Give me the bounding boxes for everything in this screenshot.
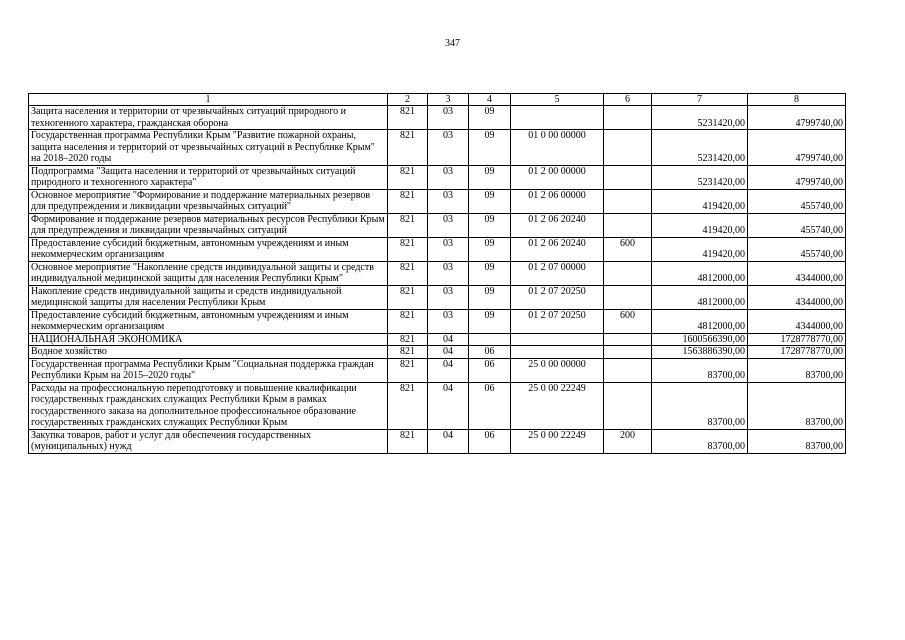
row-amount-year2-cell: 1728778770,00 [748,333,846,346]
row-target-article-cell: 01 2 06 20240 [511,237,604,261]
row-amount-year2-cell: 4344000,00 [748,285,846,309]
row-amount-year2-cell: 83700,00 [748,382,846,429]
table-row [29,189,846,213]
row-expense-type-cell: 200 [604,429,652,453]
row-amount-year1-cell: 83700,00 [652,358,748,382]
row-expense-type-cell [604,165,652,189]
row-name-cell: Основное мероприятие "Формирование и поддержание материальных резервов для предупреждения и ликвидации чрезвычайных ситуаций" [29,189,388,213]
row-name-cell: Формирование и поддержание резервов материальных ресурсов Республики Крым для предупреждения и ликвидации чрезвычайных ситуаций [29,213,388,237]
row-amount-year2-cell: 455740,00 [748,237,846,261]
row-name-cell: Закупка товаров, работ и услуг для обеспечения государственных (муниципальных) нужд [29,429,388,453]
row-subsection-cell: 06 [469,358,511,382]
row-target-article-cell: 25 0 00 22249 [511,429,604,453]
row-section-cell: 03 [428,213,469,237]
row-section-cell: 03 [428,106,469,130]
row-amount-year2-cell: 83700,00 [748,429,846,453]
row-section-cell: 04 [428,346,469,359]
row-expense-type-cell [604,261,652,285]
row-amount-year2-cell: 1728778770,00 [748,346,846,359]
row-expense-type-cell [604,333,652,346]
row-amount-year1-cell: 419420,00 [652,237,748,261]
row-subsection-cell: 06 [469,382,511,429]
table-row [29,309,846,333]
row-expense-type-cell [604,358,652,382]
row-name-cell: Накопление средств индивидуальной защиты и средств индивидуальной медицинской защиты для населения Республики Крым [29,285,388,309]
table-header-row [29,94,846,106]
row-admin-code-cell: 821 [388,285,428,309]
header-cell: 2 [388,94,428,106]
header-cell: 5 [511,94,604,106]
page-number: 347 [445,38,460,49]
row-admin-code-cell: 821 [388,237,428,261]
row-amount-year1-cell: 1563886390,00 [652,346,748,359]
row-target-article-cell: 25 0 00 22249 [511,382,604,429]
row-subsection-cell: 09 [469,309,511,333]
row-expense-type-cell [604,346,652,359]
row-admin-code-cell: 821 [388,213,428,237]
row-name-cell: Защита населения и территории от чрезвычайных ситуаций природного и техногенного характера, гражданская оборона [29,106,388,130]
row-name-cell: Предоставление субсидий бюджетным, автономным учреждениям и иным некоммерческим организациям [29,309,388,333]
table-row [29,346,846,359]
row-admin-code-cell: 821 [388,130,428,166]
row-section-cell: 03 [428,237,469,261]
row-section-cell: 03 [428,165,469,189]
row-target-article-cell: 01 2 06 00000 [511,189,604,213]
row-name-cell: НАЦИОНАЛЬНАЯ ЭКОНОМИКА [29,333,388,346]
row-target-article-cell [511,106,604,130]
row-amount-year1-cell: 419420,00 [652,189,748,213]
row-subsection-cell: 09 [469,130,511,166]
row-name-cell: Водное хозяйство [29,346,388,359]
row-subsection-cell: 09 [469,261,511,285]
table-row [29,358,846,382]
row-expense-type-cell [604,213,652,237]
table-row [29,106,846,130]
header-cell: 8 [748,94,846,106]
row-admin-code-cell: 821 [388,382,428,429]
row-expense-type-cell [604,285,652,309]
table-row [29,261,846,285]
row-admin-code-cell: 821 [388,309,428,333]
row-amount-year1-cell: 4812000,00 [652,261,748,285]
row-amount-year2-cell: 4344000,00 [748,261,846,285]
row-section-cell: 03 [428,309,469,333]
row-name-cell: Основное мероприятие "Накопление средств индивидуальной защиты и средств индивидуальной медицинской защиты для населения Республики Крым" [29,261,388,285]
row-amount-year1-cell: 4812000,00 [652,285,748,309]
table-row [29,237,846,261]
row-name-cell: Расходы на профессиональную переподготовку и повышение квалификации государственных гражданских служащих Республики Крым в рамках государственного заказа на дополнительное профессиональное образование государственных гражданских служащих Республики Крым [29,382,388,429]
row-amount-year2-cell: 455740,00 [748,213,846,237]
row-admin-code-cell: 821 [388,358,428,382]
row-admin-code-cell: 821 [388,165,428,189]
row-expense-type-cell: 600 [604,237,652,261]
row-section-cell: 03 [428,130,469,166]
row-admin-code-cell: 821 [388,261,428,285]
row-section-cell: 03 [428,189,469,213]
row-admin-code-cell: 821 [388,189,428,213]
row-amount-year1-cell: 1600566390,00 [652,333,748,346]
row-amount-year1-cell: 5231420,00 [652,165,748,189]
row-target-article-cell: 01 2 06 20240 [511,213,604,237]
row-subsection-cell: 09 [469,285,511,309]
row-amount-year1-cell: 5231420,00 [652,106,748,130]
row-admin-code-cell: 821 [388,346,428,359]
row-expense-type-cell [604,130,652,166]
row-expense-type-cell [604,106,652,130]
row-section-cell: 04 [428,382,469,429]
row-name-cell: Государственная программа Республики Крым "Развитие пожарной охраны, защита населения и территорий от чрезвычайных ситуаций в Республике Крым" на 2018–2020 годы [29,130,388,166]
table-row [29,382,846,429]
row-subsection-cell: 09 [469,237,511,261]
row-expense-type-cell [604,382,652,429]
table-row [29,333,846,346]
row-section-cell: 04 [428,333,469,346]
header-cell: 7 [652,94,748,106]
row-amount-year1-cell: 5231420,00 [652,130,748,166]
row-subsection-cell: 09 [469,213,511,237]
table-row [29,213,846,237]
row-subsection-cell: 09 [469,189,511,213]
row-expense-type-cell [604,189,652,213]
table-row [29,285,846,309]
row-name-cell: Государственная программа Республики Крым "Социальная поддержка граждан Республики Крым на 2015–2020 годы" [29,358,388,382]
row-name-cell: Подпрограмма "Защита населения и территорий от чрезвычайных ситуаций природного и техногенного характера" [29,165,388,189]
row-amount-year1-cell: 4812000,00 [652,309,748,333]
budget-table [28,93,846,454]
row-amount-year1-cell: 83700,00 [652,429,748,453]
header-cell: 1 [29,94,388,106]
table-row [29,429,846,453]
header-cell: 4 [469,94,511,106]
row-subsection-cell [469,333,511,346]
row-target-article-cell: 01 2 07 20250 [511,309,604,333]
row-subsection-cell: 09 [469,106,511,130]
row-amount-year2-cell: 4799740,00 [748,165,846,189]
row-section-cell: 04 [428,358,469,382]
row-amount-year2-cell: 4344000,00 [748,309,846,333]
row-target-article-cell: 25 0 00 00000 [511,358,604,382]
row-admin-code-cell: 821 [388,333,428,346]
table-row [29,165,846,189]
row-name-cell: Предоставление субсидий бюджетным, автономным учреждениям и иным некоммерческим организациям [29,237,388,261]
row-amount-year2-cell: 83700,00 [748,358,846,382]
row-subsection-cell: 06 [469,429,511,453]
row-admin-code-cell: 821 [388,429,428,453]
table-row [29,130,846,166]
row-target-article-cell: 01 0 00 00000 [511,130,604,166]
row-subsection-cell: 09 [469,165,511,189]
header-cell: 3 [428,94,469,106]
row-target-article-cell: 01 2 00 00000 [511,165,604,189]
header-cell: 6 [604,94,652,106]
row-target-article-cell [511,333,604,346]
row-target-article-cell: 01 2 07 20250 [511,285,604,309]
row-section-cell: 03 [428,261,469,285]
row-target-article-cell: 01 2 07 00000 [511,261,604,285]
row-admin-code-cell: 821 [388,106,428,130]
row-section-cell: 03 [428,285,469,309]
row-amount-year1-cell: 83700,00 [652,382,748,429]
row-amount-year2-cell: 4799740,00 [748,106,846,130]
row-subsection-cell: 06 [469,346,511,359]
row-section-cell: 04 [428,429,469,453]
row-amount-year1-cell: 419420,00 [652,213,748,237]
row-amount-year2-cell: 4799740,00 [748,130,846,166]
row-expense-type-cell: 600 [604,309,652,333]
row-target-article-cell [511,346,604,359]
row-amount-year2-cell: 455740,00 [748,189,846,213]
